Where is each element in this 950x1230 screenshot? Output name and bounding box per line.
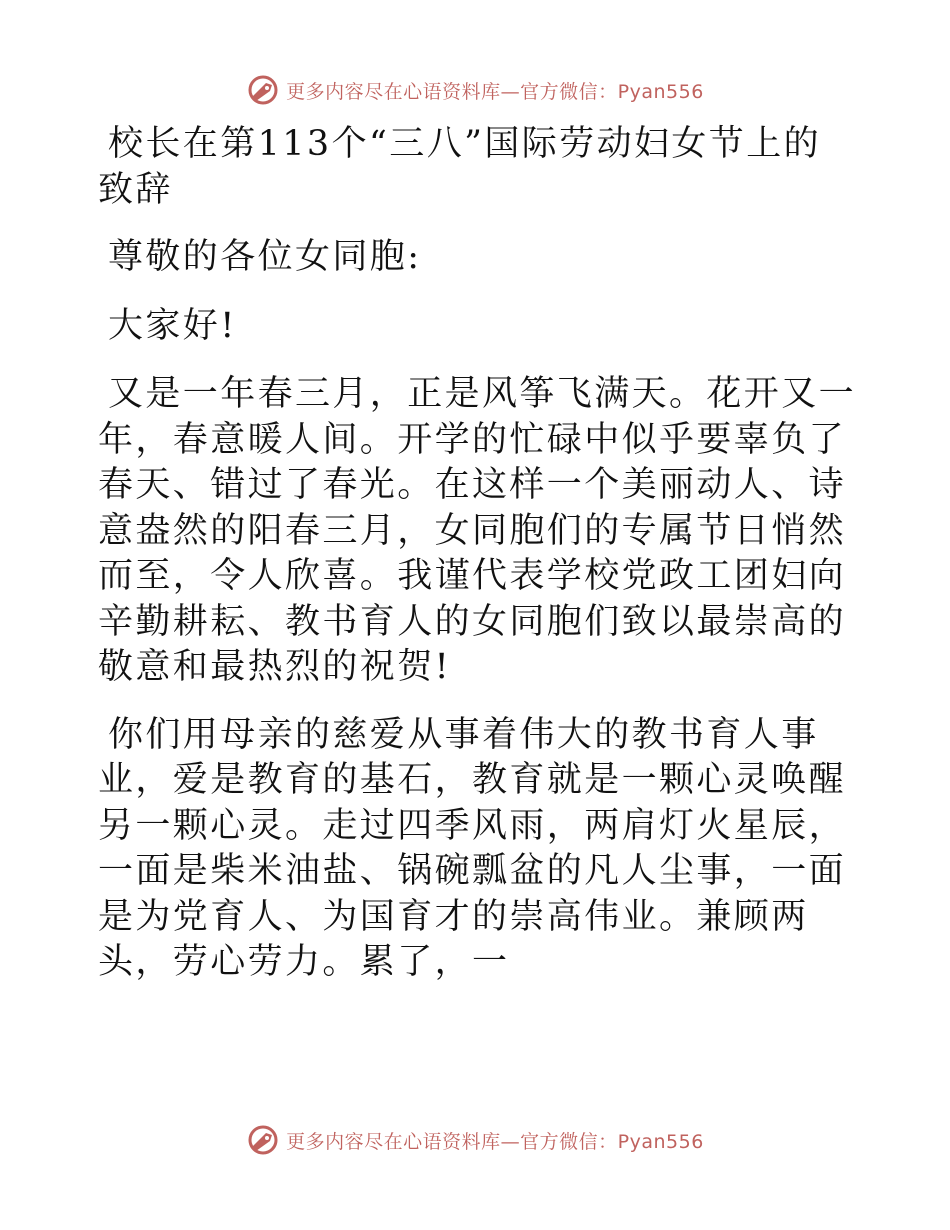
watermark-text: 更多内容尽在心语资料库—官方微信：Pyan556	[286, 80, 704, 103]
pen-nib-logo-icon	[246, 1123, 280, 1157]
pen-nib-logo-icon	[246, 73, 280, 107]
paragraph: 你们用母亲的慈爱从事着伟大的教书育人事业，爱是教育的基石，教育就是一颗心灵唤醒另一颗心灵。走过四季风雨，两肩灯火星辰，一面是柴米油盐、锅碗瓢盆的凡人尘事，一面是为党育人、为国育才的崇高伟业。兼顾两头，劳心劳力。累了，一	[98, 714, 847, 982]
header-watermark	[0, 70, 950, 110]
footer-watermark	[0, 1120, 950, 1160]
document-title: 校长在第113个“三八”国际劳动妇女节上的致辞	[98, 124, 821, 210]
paragraph: 又是一年春三月，正是风筝飞满天。花开又一年，春意暖人间。开学的忙碌中似乎要辜负了春天、错过了春光。在这样一个美丽动人、诗意盎然的阳春三月，女同胞们的专属节日悄然而至，令人欣喜。我谨代表学校党政工团妇向辛勤耕耘、教书育人的女同胞们致以最崇高的敬意和最热烈的祝贺!	[98, 374, 857, 687]
document-body	[98, 122, 858, 986]
watermark-text: 更多内容尽在心语资料库—官方微信：Pyan556	[286, 1130, 704, 1153]
salutation: 尊敬的各位女同胞:	[108, 237, 422, 277]
greeting: 大家好!	[108, 305, 237, 346]
